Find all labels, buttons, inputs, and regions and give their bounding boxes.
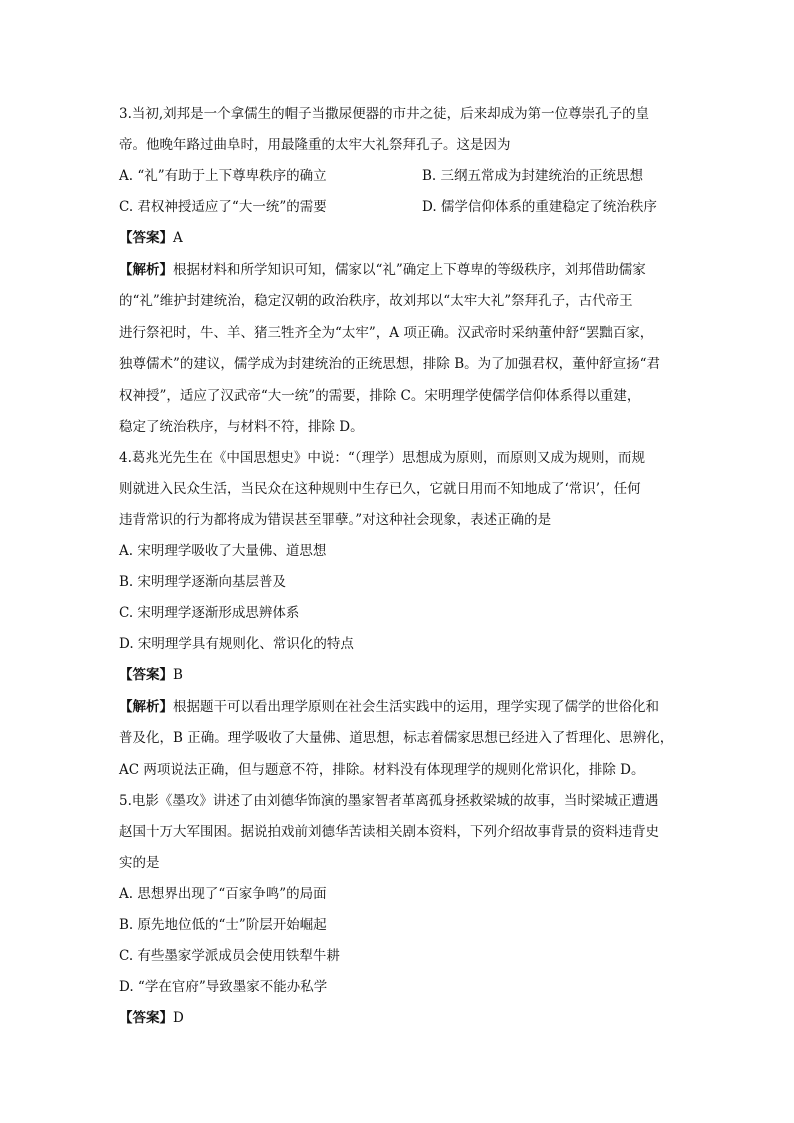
q4-stem-line-1: 4.葛兆光先生在《中国思想史》中说：“（理学）思想成为原则，而原则又成为规则，而规 xyxy=(119,450,646,466)
analysis-label: 【解析】 xyxy=(119,262,173,278)
q3-option-d: D. 儒学信仰体系的重建稳定了统治秩序 xyxy=(422,199,657,215)
q4-analysis-line-1 xyxy=(119,697,659,717)
q4-option-b: B. 宋明理学逐渐向基层普及 xyxy=(119,574,287,590)
q3-option-b: B. 三纲五常成为封建统治的正统思想 xyxy=(422,168,644,184)
q5-stem-line-2: 赵国十万大军围困。据说拍戏前刘德华苦读相关剧本资料，下列介绍故事背景的资料违背史 xyxy=(119,824,659,840)
q3-stem-line-2: 帝。他晚年路过曲阜时，用最隆重的太牢大礼祭拜孔子。这是因为 xyxy=(119,137,511,153)
answer-value: B xyxy=(173,667,183,683)
q3-analysis-line-1 xyxy=(119,260,646,280)
q5-stem-line-1: 5.电影《墨攻》讲述了由刘德华饰演的墨家智者革离孤身拯救梁城的故事，当时梁城正遭遇 xyxy=(119,793,659,809)
q3-analysis-line-4: 独尊儒术”的建议，儒学成为封建统治的正统思想，排除 B。为了加强君权，董仲舒宣扬“君 xyxy=(119,356,661,372)
q3-analysis-line-3: 进行祭祀时，牛、羊、猪三牲齐全为“太牢”，A 项正确。汉武帝时采纳董仲舒“罢黜百家， xyxy=(119,325,654,341)
q5-answer xyxy=(119,1008,184,1028)
answer-label: 【答案】 xyxy=(119,667,173,683)
q5-option-b: B. 原先地位低的“士”阶层开始崛起 xyxy=(119,917,327,933)
answer-label: 【答案】 xyxy=(119,230,173,246)
analysis-text: 根据题干可以看出理学原则在社会生活实践中的运用，理学实现了儒学的世俗化和 xyxy=(173,699,659,715)
q5-option-a: A. 思想界出现了“百家争鸣”的局面 xyxy=(119,886,327,902)
q4-answer xyxy=(119,665,183,685)
q5-option-c: C. 有些墨家学派成员会使用铁犁牛耕 xyxy=(119,948,340,964)
q4-stem-line-3: 违背常识的行为都将成为错误甚至罪孽。”对这种社会现象，表述正确的是 xyxy=(119,512,552,528)
answer-value: A xyxy=(173,230,183,246)
q3-analysis-line-5: 权神授”，适应了汉武帝“大一统”的需要，排除 C。宋明理学使儒学信仰体系得以重建， xyxy=(119,388,641,404)
q3-option-c: C. 君权神授适应了“大一统”的需要 xyxy=(119,199,327,215)
q3-answer xyxy=(119,228,183,248)
q4-option-d: D. 宋明理学具有规则化、常识化的特点 xyxy=(119,636,354,652)
q5-option-d: D. “学在官府”导致墨家不能办私学 xyxy=(119,979,328,995)
answer-value: D xyxy=(173,1010,184,1026)
q3-stem-line-1: 3.当初,刘邦是一个拿儒生的帽子当撒尿便器的市井之徒，后来却成为第一位尊崇孔子的皇 xyxy=(119,106,650,122)
q4-stem-line-2: 则就进入民众生活，当民众在这种规则中生存已久，它就日用而不知地成了‘常识’，任何 xyxy=(119,481,641,497)
analysis-label: 【解析】 xyxy=(119,699,173,715)
q3-analysis-line-6: 稳定了统治秩序，与材料不符，排除 D。 xyxy=(119,419,364,435)
answer-label: 【答案】 xyxy=(119,1010,173,1026)
q4-option-a: A. 宋明理学吸收了大量佛、道思想 xyxy=(119,543,327,559)
q3-option-a: A. “礼”有助于上下尊卑秩序的确立 xyxy=(119,168,327,184)
q5-stem-line-3: 实的是 xyxy=(119,855,160,871)
q3-analysis-line-2: 的“礼”维护封建统治，稳定汉朝的政治秩序，故刘邦以“太牢大礼”祭拜孔子，古代帝王 xyxy=(119,293,633,309)
q4-option-c: C. 宋明理学逐渐形成思辨体系 xyxy=(119,605,300,621)
q4-analysis-line-2: 普及化，B 正确。理学吸收了大量佛、道思想，标志着儒家思想已经进入了哲理化、思辨化， xyxy=(119,730,674,746)
analysis-text: 根据材料和所学知识可知，儒家以“礼”确定上下尊卑的等级秩序，刘邦借助儒家 xyxy=(173,262,646,278)
q4-analysis-line-3: AC 两项说法正确，但与题意不符，排除。材料没有体现理学的规则化常识化，排除 D。 xyxy=(119,762,645,778)
